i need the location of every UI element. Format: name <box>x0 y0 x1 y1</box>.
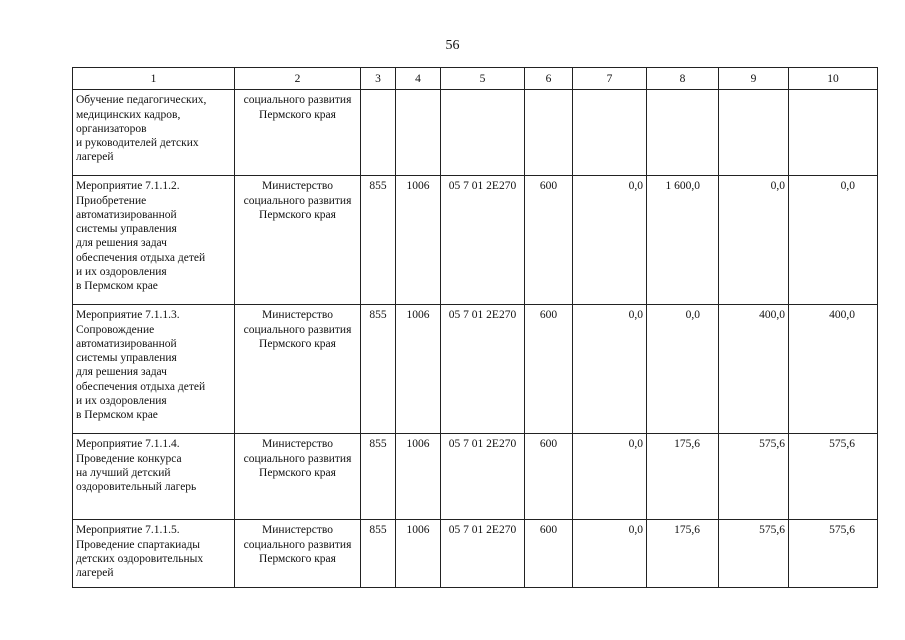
table-body <box>73 90 878 588</box>
activity-name-cell: Мероприятие 7.1.1.4. Проведение конкурса на лучший детский оздоровительный лагерь <box>73 434 235 520</box>
amount-col7-cell: 0,0 <box>573 520 647 588</box>
section-code-cell: 1006 <box>396 176 441 305</box>
page-number: 56 <box>445 38 460 53</box>
expense-type-cell: 600 <box>525 176 573 305</box>
amount-col10-cell: 0,0 <box>789 176 878 305</box>
amount-col10-cell: 575,6 <box>789 434 878 520</box>
activity-name-cell: Мероприятие 7.1.1.3. Сопровождение автоматизированной системы управления для решения задач обеспечения отдыха детей и их оздоровления в Пермском крае <box>73 305 235 434</box>
column-header-5: 5 <box>441 68 525 90</box>
section-code-cell: 1006 <box>396 434 441 520</box>
target-article-cell: 05 7 01 2E270 <box>441 176 525 305</box>
section-code-cell: 1006 <box>396 305 441 434</box>
agency-cell: социального развития Пермского края <box>235 90 361 176</box>
column-header-9: 9 <box>719 68 789 90</box>
target-article-cell: 05 7 01 2E270 <box>441 520 525 588</box>
table-row <box>73 434 878 520</box>
ministry-code-cell: 855 <box>361 176 396 305</box>
table-row <box>73 176 878 305</box>
agency-cell: Министерство социального развития Пермского края <box>235 434 361 520</box>
column-header-8: 8 <box>647 68 719 90</box>
amount-col8-cell: 175,6 <box>647 434 719 520</box>
amount-col8-cell: 1 600,0 <box>647 176 719 305</box>
budget-table <box>72 67 878 588</box>
amount-col8-cell: 175,6 <box>647 520 719 588</box>
agency-cell: Министерство социального развития Пермского края <box>235 305 361 434</box>
amount-col10-cell <box>789 90 878 176</box>
column-header-3: 3 <box>361 68 396 90</box>
expense-type-cell: 600 <box>525 520 573 588</box>
amount-col9-cell: 0,0 <box>719 176 789 305</box>
amount-col8-cell: 0,0 <box>647 305 719 434</box>
amount-col7-cell: 0,0 <box>573 176 647 305</box>
column-header-1: 1 <box>73 68 235 90</box>
expense-type-cell <box>525 90 573 176</box>
section-code-cell: 1006 <box>396 520 441 588</box>
table-row <box>73 90 878 176</box>
target-article-cell: 05 7 01 2E270 <box>441 305 525 434</box>
amount-col10-cell: 575,6 <box>789 520 878 588</box>
activity-name-cell: Обучение педагогических, медицинских кадров, организаторов и руководителей детских лагерей <box>73 90 235 176</box>
activity-name-cell: Мероприятие 7.1.1.2. Приобретение автоматизированной системы управления для решения задач обеспечения отдыха детей и их оздоровления в Пермском крае <box>73 176 235 305</box>
amount-col7-cell: 0,0 <box>573 434 647 520</box>
agency-cell: Министерство социального развития Пермского края <box>235 520 361 588</box>
column-header-6: 6 <box>525 68 573 90</box>
amount-col9-cell: 575,6 <box>719 520 789 588</box>
target-article-cell: 05 7 01 2E270 <box>441 434 525 520</box>
column-header-4: 4 <box>396 68 441 90</box>
agency-cell: Министерство социального развития Пермского края <box>235 176 361 305</box>
ministry-code-cell: 855 <box>361 520 396 588</box>
table-row <box>73 520 878 588</box>
expense-type-cell: 600 <box>525 434 573 520</box>
column-header-7: 7 <box>573 68 647 90</box>
section-code-cell <box>396 90 441 176</box>
activity-name-cell: Мероприятие 7.1.1.5. Проведение спартакиады детских оздоровительных лагерей <box>73 520 235 588</box>
ministry-code-cell: 855 <box>361 434 396 520</box>
amount-col7-cell <box>573 90 647 176</box>
ministry-code-cell <box>361 90 396 176</box>
table-header <box>73 68 878 90</box>
target-article-cell <box>441 90 525 176</box>
amount-col9-cell <box>719 90 789 176</box>
amount-col7-cell: 0,0 <box>573 305 647 434</box>
ministry-code-cell: 855 <box>361 305 396 434</box>
header-row <box>73 68 878 90</box>
amount-col9-cell: 575,6 <box>719 434 789 520</box>
column-header-2: 2 <box>235 68 361 90</box>
table-row <box>73 305 878 434</box>
amount-col9-cell: 400,0 <box>719 305 789 434</box>
column-header-10: 10 <box>789 68 878 90</box>
amount-col10-cell: 400,0 <box>789 305 878 434</box>
amount-col8-cell <box>647 90 719 176</box>
expense-type-cell: 600 <box>525 305 573 434</box>
